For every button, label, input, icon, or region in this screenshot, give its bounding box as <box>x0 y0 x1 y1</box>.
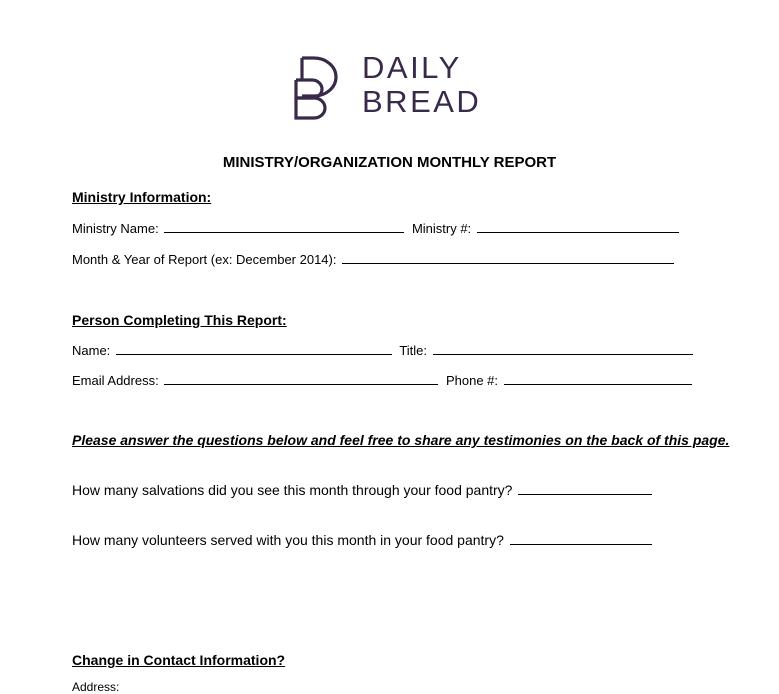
person-contact-row <box>72 372 696 388</box>
ministry-name-label: Ministry Name: <box>72 221 159 236</box>
ministry-info-heading: Ministry Information: <box>72 189 212 205</box>
phone-label: Phone #: <box>445 373 498 388</box>
ministry-number-field[interactable] <box>477 220 679 233</box>
person-heading: Person Completing This Report: <box>72 312 287 328</box>
ministry-name-field[interactable] <box>164 220 404 233</box>
salvations-question-row <box>72 482 656 498</box>
person-name-field[interactable] <box>116 342 392 355</box>
address-label: Address: <box>72 680 120 694</box>
page-title: MINISTRY/ORGANIZATION MONTHLY REPORT <box>222 154 557 171</box>
email-field[interactable] <box>164 372 438 385</box>
instruction-text: Please answer the questions below and feel free to share any testimonies on the back of this page. <box>72 432 730 448</box>
address-row <box>72 680 119 694</box>
logo-word-daily: DAILY <box>362 50 462 85</box>
contact-change-heading: Change in Contact Information? <box>72 652 286 668</box>
volunteers-field[interactable] <box>510 532 652 545</box>
daily-bread-logo <box>288 50 488 120</box>
phone-field[interactable] <box>504 372 692 385</box>
person-title-field[interactable] <box>433 342 693 355</box>
salvations-field[interactable] <box>518 482 652 495</box>
volunteers-question: How many volunteers served with you this month in your food pantry? <box>72 532 504 548</box>
person-name-row <box>72 342 697 358</box>
salvations-question: How many salvations did you see this month through your food pantry? <box>72 482 513 498</box>
volunteers-question-row <box>72 532 656 548</box>
ministry-name-row <box>72 220 683 236</box>
logo-word-bread: BREAD <box>362 84 482 119</box>
person-name-label: Name: <box>72 343 111 358</box>
month-year-row <box>72 251 678 267</box>
daily-bread-logo-mark <box>288 50 348 120</box>
email-label: Email Address: <box>72 373 159 388</box>
month-year-field[interactable] <box>342 251 674 264</box>
person-title-label: Title: <box>399 343 428 358</box>
ministry-number-label: Ministry #: <box>411 221 472 236</box>
month-year-label: Month & Year of Report (ex: December 2014): <box>72 252 337 267</box>
